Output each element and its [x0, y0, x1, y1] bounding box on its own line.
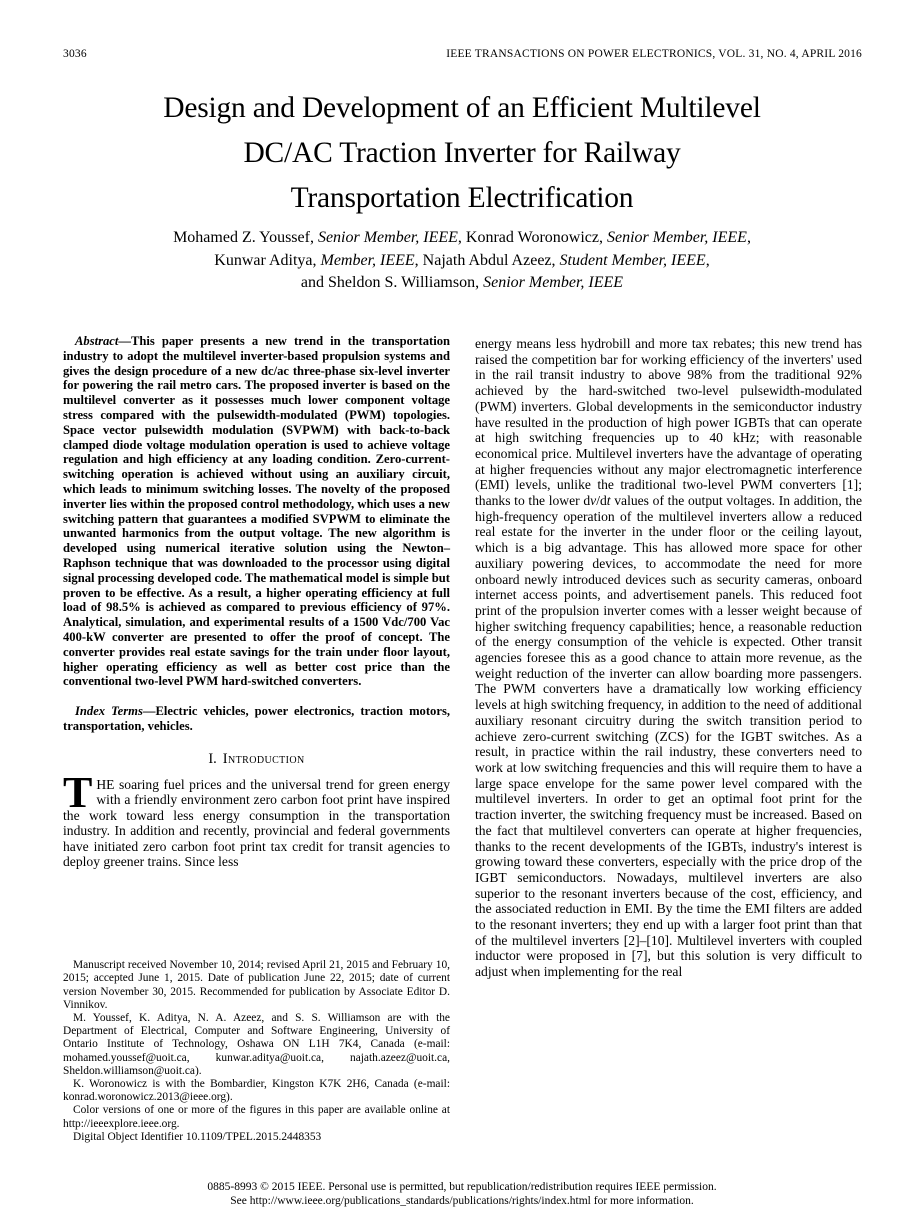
author-line-3: and Sheldon S. Williamson, Senior Member, IEEE	[300, 274, 624, 291]
introduction-paragraph	[63, 767, 450, 870]
footnote-author-affiliation-1: M. Youssef, K. Aditya, N. A. Azeez, and S. S. Williamson are with the Department of Electrical, Computer and Software Engineering, University of Ontario Institute of Technology, Oshawa ON L1H 7K4, Canada (e-mail: mohamed.youssef@uoit.ca, kunwar.aditya@uoit.ca, najath.azeez@uoit.ca, Sheldon.williamson@uoit.ca).	[63, 1011, 450, 1077]
introduction-continued-paragraph: energy means less hydrobill and more tax rebates; this new trend has raised the competition bar for working efficiency of the inverters' used in the rail transit industry to above 98% from the traditional 92% achieved by the hard-switched two-level pulsewidth-modulated (PWM) inverters. Global developments in the semiconductor industry have resulted in the production of high power IGBTs that can operate at high switching frequencies up to 40 kHz; with reasonable economical price. Multilevel inverters have the advantage of operating at higher frequencies without any major electromagnetic interference (EMI) levels, unlike the traditional two-level PWM converters [1]; thanks to the lower dv/dt values of the output voltages. In addition, the high-frequency operation of the multilevel inverters allow a reduced real estate for the inverter in the under floor or the ceiling layout, which is a big advantage. This has allowed more space for other auxiliary powering devices, to accommodate the need for more onboard newly introduced devices such as security cameras, onboard internet access points, and advertisement panels. This reduced foot print of the propulsion inverter comes with a lesser weight because of higher switching frequency capabilities; hence, a reasonable reduction of the energy consumption of the vehicle is expected. Other transit agencies foresee this as a good chance to attain more revenue, as the weight reduction of the inverter can allow boarding more passengers. The PWM converters have a dramatically low working efficiency levels at high switching frequency, in addition to the need of additional auxiliary resonant circuitry during the switch transition period to achieve zero-current switching (ZCS) for the IGBT switches. As a result, in practice within the rail industry, these converters need to work at low switching frequencies and this will require them to have a large space envelope for the same power level compared with the multilevel inverters. In order to get an optimal foot print for the traction inverter, the switching frequency must be increased. Based on the fact that multilevel converters can operate at higher frequencies, thanks to the recent developments of the IGBTs, industry's interest is growing toward these converters, especially with the price drop of the IGBT semiconductors. Nowadays, multilevel inverters are also superior to the resonant inverters because of the cost, efficiency, and the associated reduction in EMI. By the time the EMI filters are added to the resonant inverters; they end up with a larger foot print than that of the multilevel inverters [2]–[10]. Multilevel inverters with coupled inductor were proposed in [7], but this solution is very difficult to adjust when implementing for the real	[475, 336, 863, 980]
section-title: Introduction	[222, 750, 305, 767]
journal-citation: IEEE TRANSACTIONS ON POWER ELECTRONICS, VOL. 31, NO. 4, APRIL 2016	[446, 48, 862, 60]
left-column	[63, 334, 450, 1144]
paper-title	[0, 86, 924, 221]
author-line-1: Mohamed Z. Youssef, Senior Member, IEEE, Konrad Woronowicz, Senior Member, IEEE,	[173, 229, 751, 246]
copyright-footer	[0, 1180, 924, 1208]
introduction-text: HE soaring fuel prices and the universal trend for green energy with a friendly environment zero carbon foot print have inspired the work toward less energy consumption in the transportation industry. In addition and recently, provincial and federal governments have initiated zero carbon foot print tax credit for transit agencies to deploy greener trains. Since less	[63, 776, 450, 870]
author-list	[0, 227, 924, 295]
drop-cap: T	[63, 767, 93, 817]
footnote-color-versions: Color versions of one or more of the figures in this paper are available online at http://ieeexplore.ieee.org.	[63, 1104, 450, 1130]
page-number: 3036	[63, 48, 87, 60]
section-heading-introduction	[63, 751, 450, 768]
footnote-doi: Digital Object Identifier 10.1109/TPEL.2015.2448353	[73, 1130, 322, 1143]
footer-line-1: 0885-8993 © 2015 IEEE. Personal use is permitted, but republication/redistribution requires IEEE permission.	[207, 1181, 717, 1193]
section-number: I.	[208, 750, 217, 767]
two-column-body	[63, 334, 862, 1170]
abstract-paragraph: Abstract—This paper presents a new trend in the transportation industry to adopt the multilevel inverter-based propulsion systems and gives the design procedure of a new dc/ac three-phase six-level inverter for powering the rail metro cars. The proposed inverter is based on the multilevel converter as it possesses much lower component voltage stress compared with the pulsewidth-modulated (PWM) topologies. Space vector pulsewidth modulation (SVPWM) with back-to-back clamped diode voltage modulation operation is used to achieve voltage regulation and high efficiency at any loading condition. Zero-current-switching operation is achieved without using an auxiliary circuit, which leads to minimum switching losses. The novelty of the proposed inverter lies within the proposed control methodology, which uses a new switching pattern that guarantees a modified SVPWM to eliminate the unwanted harmonics from the output voltage. The new algorithm is developed using numerical iterative solution using the Newton–Raphson technique that was downloaded to the processor using digital signal processing developed code. The mathematical model is simple but proven to be effective. As a result, a higher operating efficiency at full load of 98.5% is achieved as compared to previous efficiency of 97%. Analytical, simulation, and experimental results of a 1500 Vdc/700 Vac 400-kW converter are presented to offer the proof of concept. The converter provides real estate savings for the train under floor layout, higher operating efficiency as well as better cost price than the conventional two-level PWM hard-switched converters.	[63, 334, 450, 689]
title-line-3: Transportation Electrification	[290, 182, 634, 214]
footnote-author-affiliation-2: K. Woronowicz is with the Bombardier, Kingston K7K 2H6, Canada (e-mail: konrad.woronowicz.2013@ieee.org).	[63, 1077, 450, 1104]
title-line-2: DC/AC Traction Inverter for Railway	[243, 137, 681, 169]
title-line-1: Design and Development of an Efficient Multilevel	[163, 92, 761, 124]
first-page-footnotes	[63, 959, 450, 1144]
right-column	[475, 334, 862, 1170]
footnote-manuscript-history: Manuscript received November 10, 2014; revised April 21, 2015 and February 10, 2015; accepted June 1, 2015. Date of publication June 22, 2015; date of current version November 30, 2015. Recommended for publication by Associate Editor D. Vinnikov.	[63, 959, 450, 1011]
author-line-2: Kunwar Aditya, Member, IEEE, Najath Abdul Azeez, Student Member, IEEE,	[214, 251, 710, 269]
index-terms-paragraph: Index Terms—Electric vehicles, power electronics, traction motors, transportation, vehicles.	[63, 704, 450, 733]
footer-line-2: See http://www.ieee.org/publications_standards/publications/rights/index.html for more information.	[230, 1195, 694, 1207]
running-head	[63, 48, 862, 60]
